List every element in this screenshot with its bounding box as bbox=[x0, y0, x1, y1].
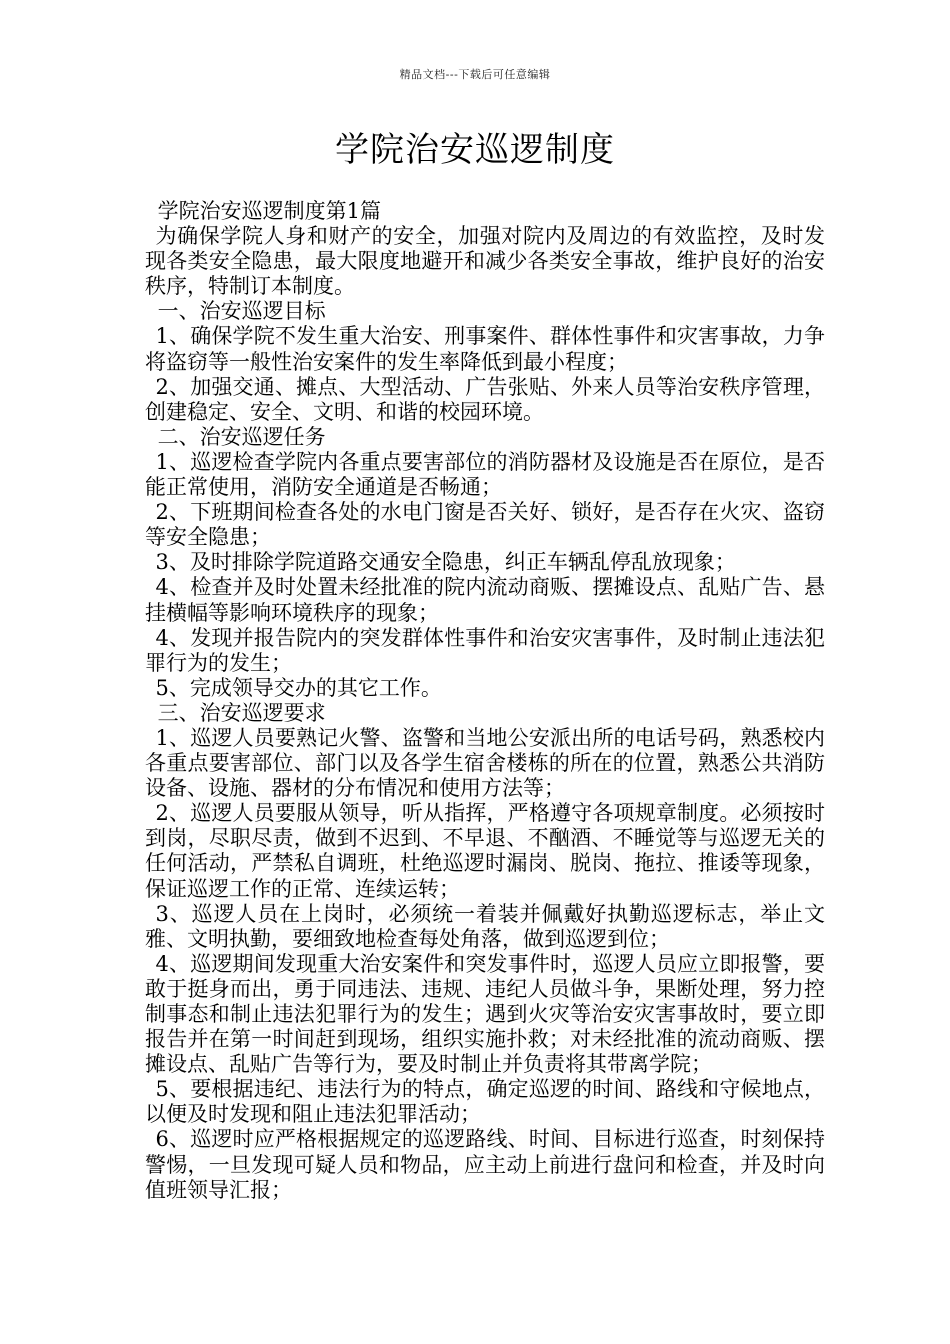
requirement-item-1: 1、巡逻人员要熟记火警、盗警和当地公安派出所的电话号码，熟悉校内各重点要害部位、部门以及各学生宿舍楼栋的所在的位置，熟悉公共消防设备、设施、器材的分布情况和使用方法等； bbox=[145, 725, 825, 801]
requirement-item-5: 5、要根据违纪、违法行为的特点，确定巡逻的时间、路线和守候地点，以便及时发现和阻止违法犯罪活动； bbox=[145, 1077, 825, 1127]
section-heading-tasks: 二、治安巡逻任务 bbox=[157, 424, 326, 449]
section-heading-goals: 一、治安巡逻目标 bbox=[157, 299, 326, 324]
requirement-item-4: 4、巡逻期间发现重大治安案件和突发事件时，巡逻人员应立即报警，要敢于挺身而出，勇于同违法、违规、违纪人员做斗争，果断处理，努力控制事态和制止违法犯罪行为的发生；遇到火灾等治安灾害事故时，要立即报告并在第一时间赶到现场，组织实施扑救；对未经批准的流动商贩、摆摊设点、乱贴广告等行为，要及时制止并负责将其带离学院； bbox=[145, 951, 825, 1077]
task-item-5: 5、完成领导交办的其它工作。 bbox=[155, 675, 442, 700]
task-item-2: 2、下班期间检查各处的水电门窗是否关好、锁好，是否存在火灾、盗窃等安全隐患； bbox=[145, 500, 825, 550]
requirement-item-3: 3、巡逻人员在上岗时，必须统一着装并佩戴好执勤巡逻标志，举止文雅、文明执勤，要细致地检查每处角落，做到巡逻到位； bbox=[145, 901, 825, 951]
intro-paragraph: 为确保学院人身和财产的安全，加强对院内及周边的有效监控，及时发现各类安全隐患，最大限度地避开和减少各类安全事故，维护良好的治安秩序，特制订本制度。 bbox=[145, 224, 825, 299]
section-heading-requirements: 三、治安巡逻要求 bbox=[157, 700, 326, 725]
requirement-item-2: 2、巡逻人员要服从领导，听从指挥，严格遵守各项规章制度。必须按时到岗，尽职尽责，做到不迟到、不早退、不酗酒、不睡觉等与巡逻无关的任何活动，严禁私自调班，杜绝巡逻时漏岗、脱岗、拖拉、推诿等现象，保证巡逻工作的正常、连续运转； bbox=[145, 801, 825, 901]
goal-item-2: 2、加强交通、摊点、大型活动、广告张贴、外来人员等治安秩序管理，创建稳定、安全、文明、和谐的校园环境。 bbox=[145, 374, 825, 424]
header-note: 精品文档---下载后可任意编辑 bbox=[399, 68, 551, 81]
task-item-4b: 4、发现并报告院内的突发群体性事件和治安灾害事件，及时制止违法犯罪行为的发生； bbox=[145, 625, 825, 675]
goal-item-1: 1、确保学院不发生重大治安、刑事案件、群体性事件和灾害事故，力争将盗窃等一般性治安案件的发生率降低到最小程度； bbox=[145, 324, 825, 374]
task-item-1: 1、巡逻检查学院内各重点要害部位的消防器材及设施是否在原位，是否能正常使用，消防安全通道是否畅通； bbox=[145, 449, 825, 500]
task-item-3: 3、及时排除学院道路交通安全隐患，纠正车辆乱停乱放现象； bbox=[155, 550, 736, 575]
requirement-item-6: 6、巡逻时应严格根据规定的巡逻路线、时间、目标进行巡查，时刻保持警惕，一旦发现可疑人员和物品，应主动上前进行盘问和检查，并及时向值班领导汇报； bbox=[145, 1127, 825, 1202]
task-item-4a: 4、检查并及时处置未经批准的院内流动商贩、摆摊设点、乱贴广告、悬挂横幅等影响环境秩序的现象； bbox=[145, 575, 825, 625]
document-body bbox=[145, 199, 825, 1203]
document-title: 学院治安巡逻制度 bbox=[335, 130, 615, 170]
section-subtitle: 学院治安巡逻制度第1篇 bbox=[157, 199, 381, 223]
